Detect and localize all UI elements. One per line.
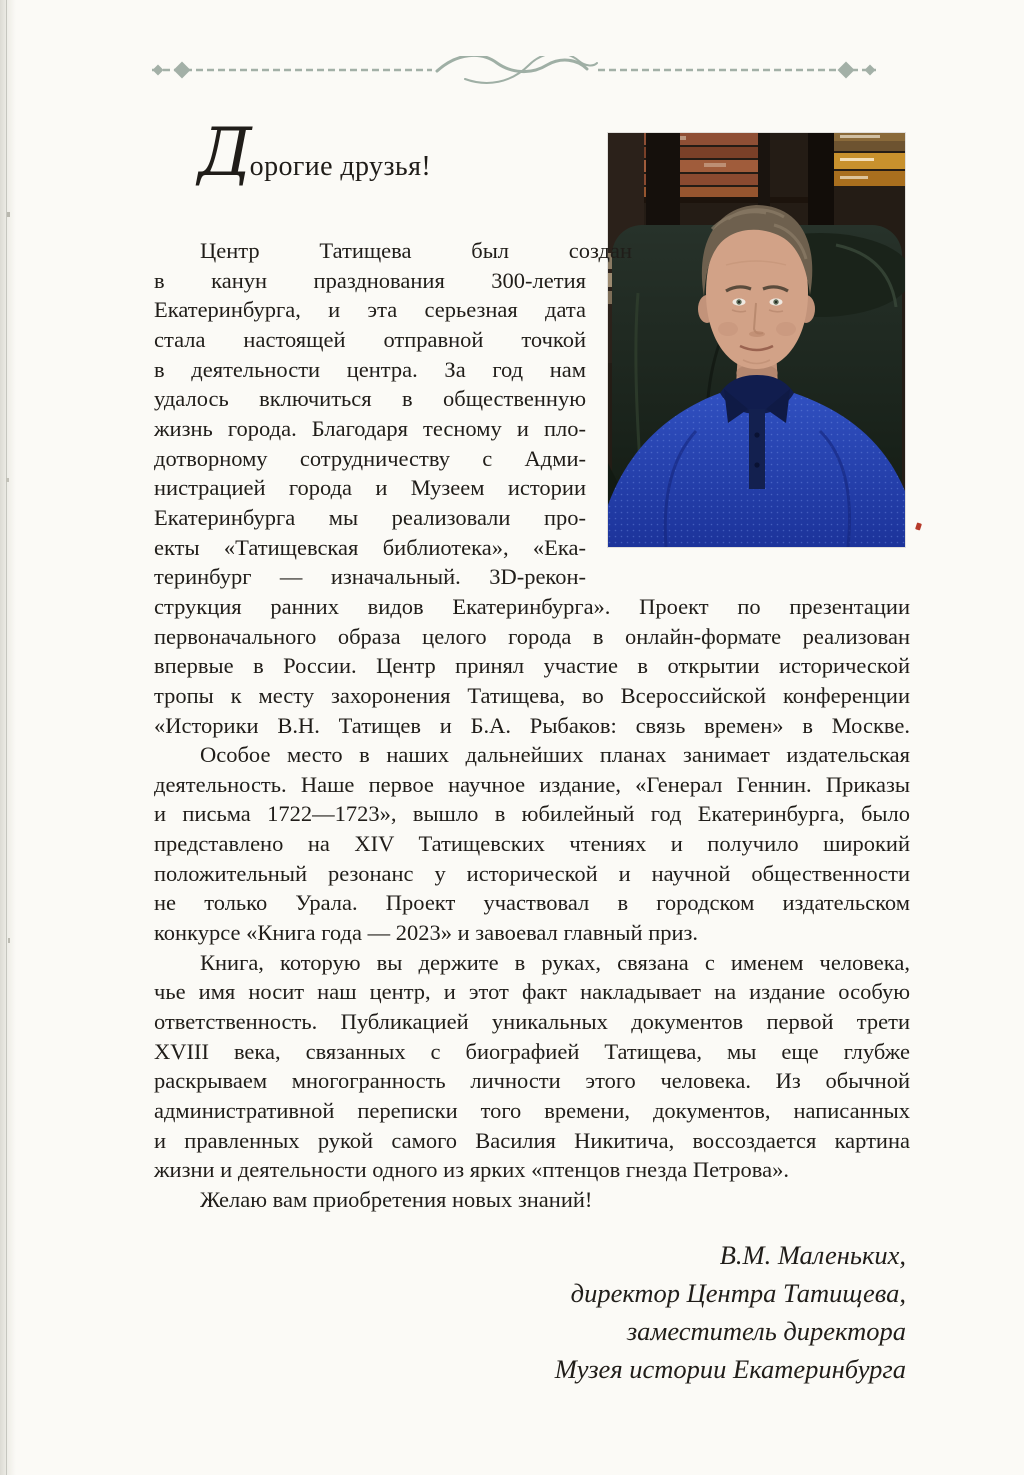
text-line: не только Урала. Проект участвовал в городском издательском [154, 890, 910, 916]
paragraph-2 [154, 740, 910, 948]
signature-line: Музея истории Екатеринбурга [554, 1354, 906, 1384]
greeting-text: орогие друзья! [249, 151, 432, 182]
scan-artifact-speck [8, 938, 10, 943]
text-line: положительный резонанс у исторической и научной общественности [154, 860, 910, 886]
text-line: дотворному сотрудничеству с Адми- [154, 445, 586, 471]
decorative-divider [148, 56, 880, 84]
scan-artifact-speck [6, 478, 9, 482]
text-line: конкурсе «Книга года — 2023» и завоевал главный приз. [154, 920, 699, 946]
text-line: «Историки В.Н. Татищев и Б.А. Рыбаков: связь времен» в Москве. [154, 712, 910, 738]
signature-block [154, 1236, 906, 1388]
text-line: струкция ранних видов Екатеринбурга». Проект по презентации [154, 593, 910, 619]
text-line: екты «Татищевская библиотека», «Ека- [154, 534, 586, 560]
greeting-heading [198, 114, 432, 191]
scan-artifact-red-speck [915, 522, 922, 530]
page-edge-line [6, 0, 7, 1475]
text-line: Центр Татищева был создан [200, 238, 632, 263]
text-line: и письма 1722—1723», вышло в юбилейный год Екатеринбурга, было [154, 801, 910, 827]
paragraph-1-full-width [154, 592, 910, 740]
letter-body [154, 236, 910, 1215]
text-line: Книга, которую вы держите в руках, связана с именем человека, [200, 949, 910, 975]
text-line: стала настоящей отправной точкой [154, 326, 586, 352]
text-line: тропы к месту захоронения Татищева, во Всероссийской конференции [154, 682, 910, 708]
paragraph-3 [154, 948, 910, 1185]
signature-line: В.М. Маленьких, [719, 1240, 906, 1270]
scan-artifact-speck [7, 212, 10, 217]
text-line: Желаю вам приобретения новых знаний! [200, 1187, 593, 1212]
divider-flourish [437, 56, 597, 83]
text-line: чье имя носит наш центр, и этот факт накладывает на издание особую [154, 979, 910, 1005]
text-line: теринбург — изначальный. 3D-рекон- [154, 564, 586, 590]
paragraph-1-narrow-column [154, 236, 910, 592]
text-line: Екатеринбурга мы реализовали про- [154, 504, 586, 530]
text-line: и правленных рукой самого Василия Никитича, воссоздается картина [154, 1127, 910, 1153]
signature-line: заместитель директора [626, 1316, 906, 1346]
text-line: удалось включиться в общественную [154, 386, 586, 412]
page-edge-crease [0, 0, 16, 1475]
text-line: в деятельности центра. За год нам [154, 356, 586, 382]
text-line: Особое место в наших дальнейших планах занимает издательская [200, 742, 910, 768]
text-line: впервые в России. Центр принял участие в открытии исторической [154, 653, 910, 679]
text-line: Екатеринбурга, и эта серьезная дата [154, 297, 586, 323]
text-line: представлено на XIV Татищевских чтениях и получило широкий [154, 831, 910, 857]
text-line: ответственность. Публикацией уникальных документов первой трети [154, 1009, 910, 1035]
text-line: административной переписки того времени, документов, написанных [154, 1098, 910, 1124]
text-line: XVIII века, связанных с биографией Татищева, мы еще глубже [154, 1038, 910, 1064]
text-line: раскрываем многогранность личности этого человека. Из обычной [154, 1068, 910, 1094]
text-line: жизнь города. Благодаря тесному и пло- [154, 415, 586, 441]
greeting-dropcap: Д [198, 114, 250, 191]
paragraph-4 [154, 1185, 910, 1215]
text-line: нистрацией города и Музеем истории [154, 475, 586, 501]
text-line: в канун празднования 300-летия [154, 267, 586, 293]
text-line: первоначального образа целого города в онлайн-формате реализован [154, 623, 910, 649]
text-line: деятельность. Наше первое научное издание, «Генерал Геннин. Приказы [154, 771, 910, 797]
signature-line: директор Центра Татищева, [570, 1278, 906, 1308]
text-line: жизни и деятельности одного из ярких «птенцов гнезда Петрова». [154, 1157, 789, 1183]
